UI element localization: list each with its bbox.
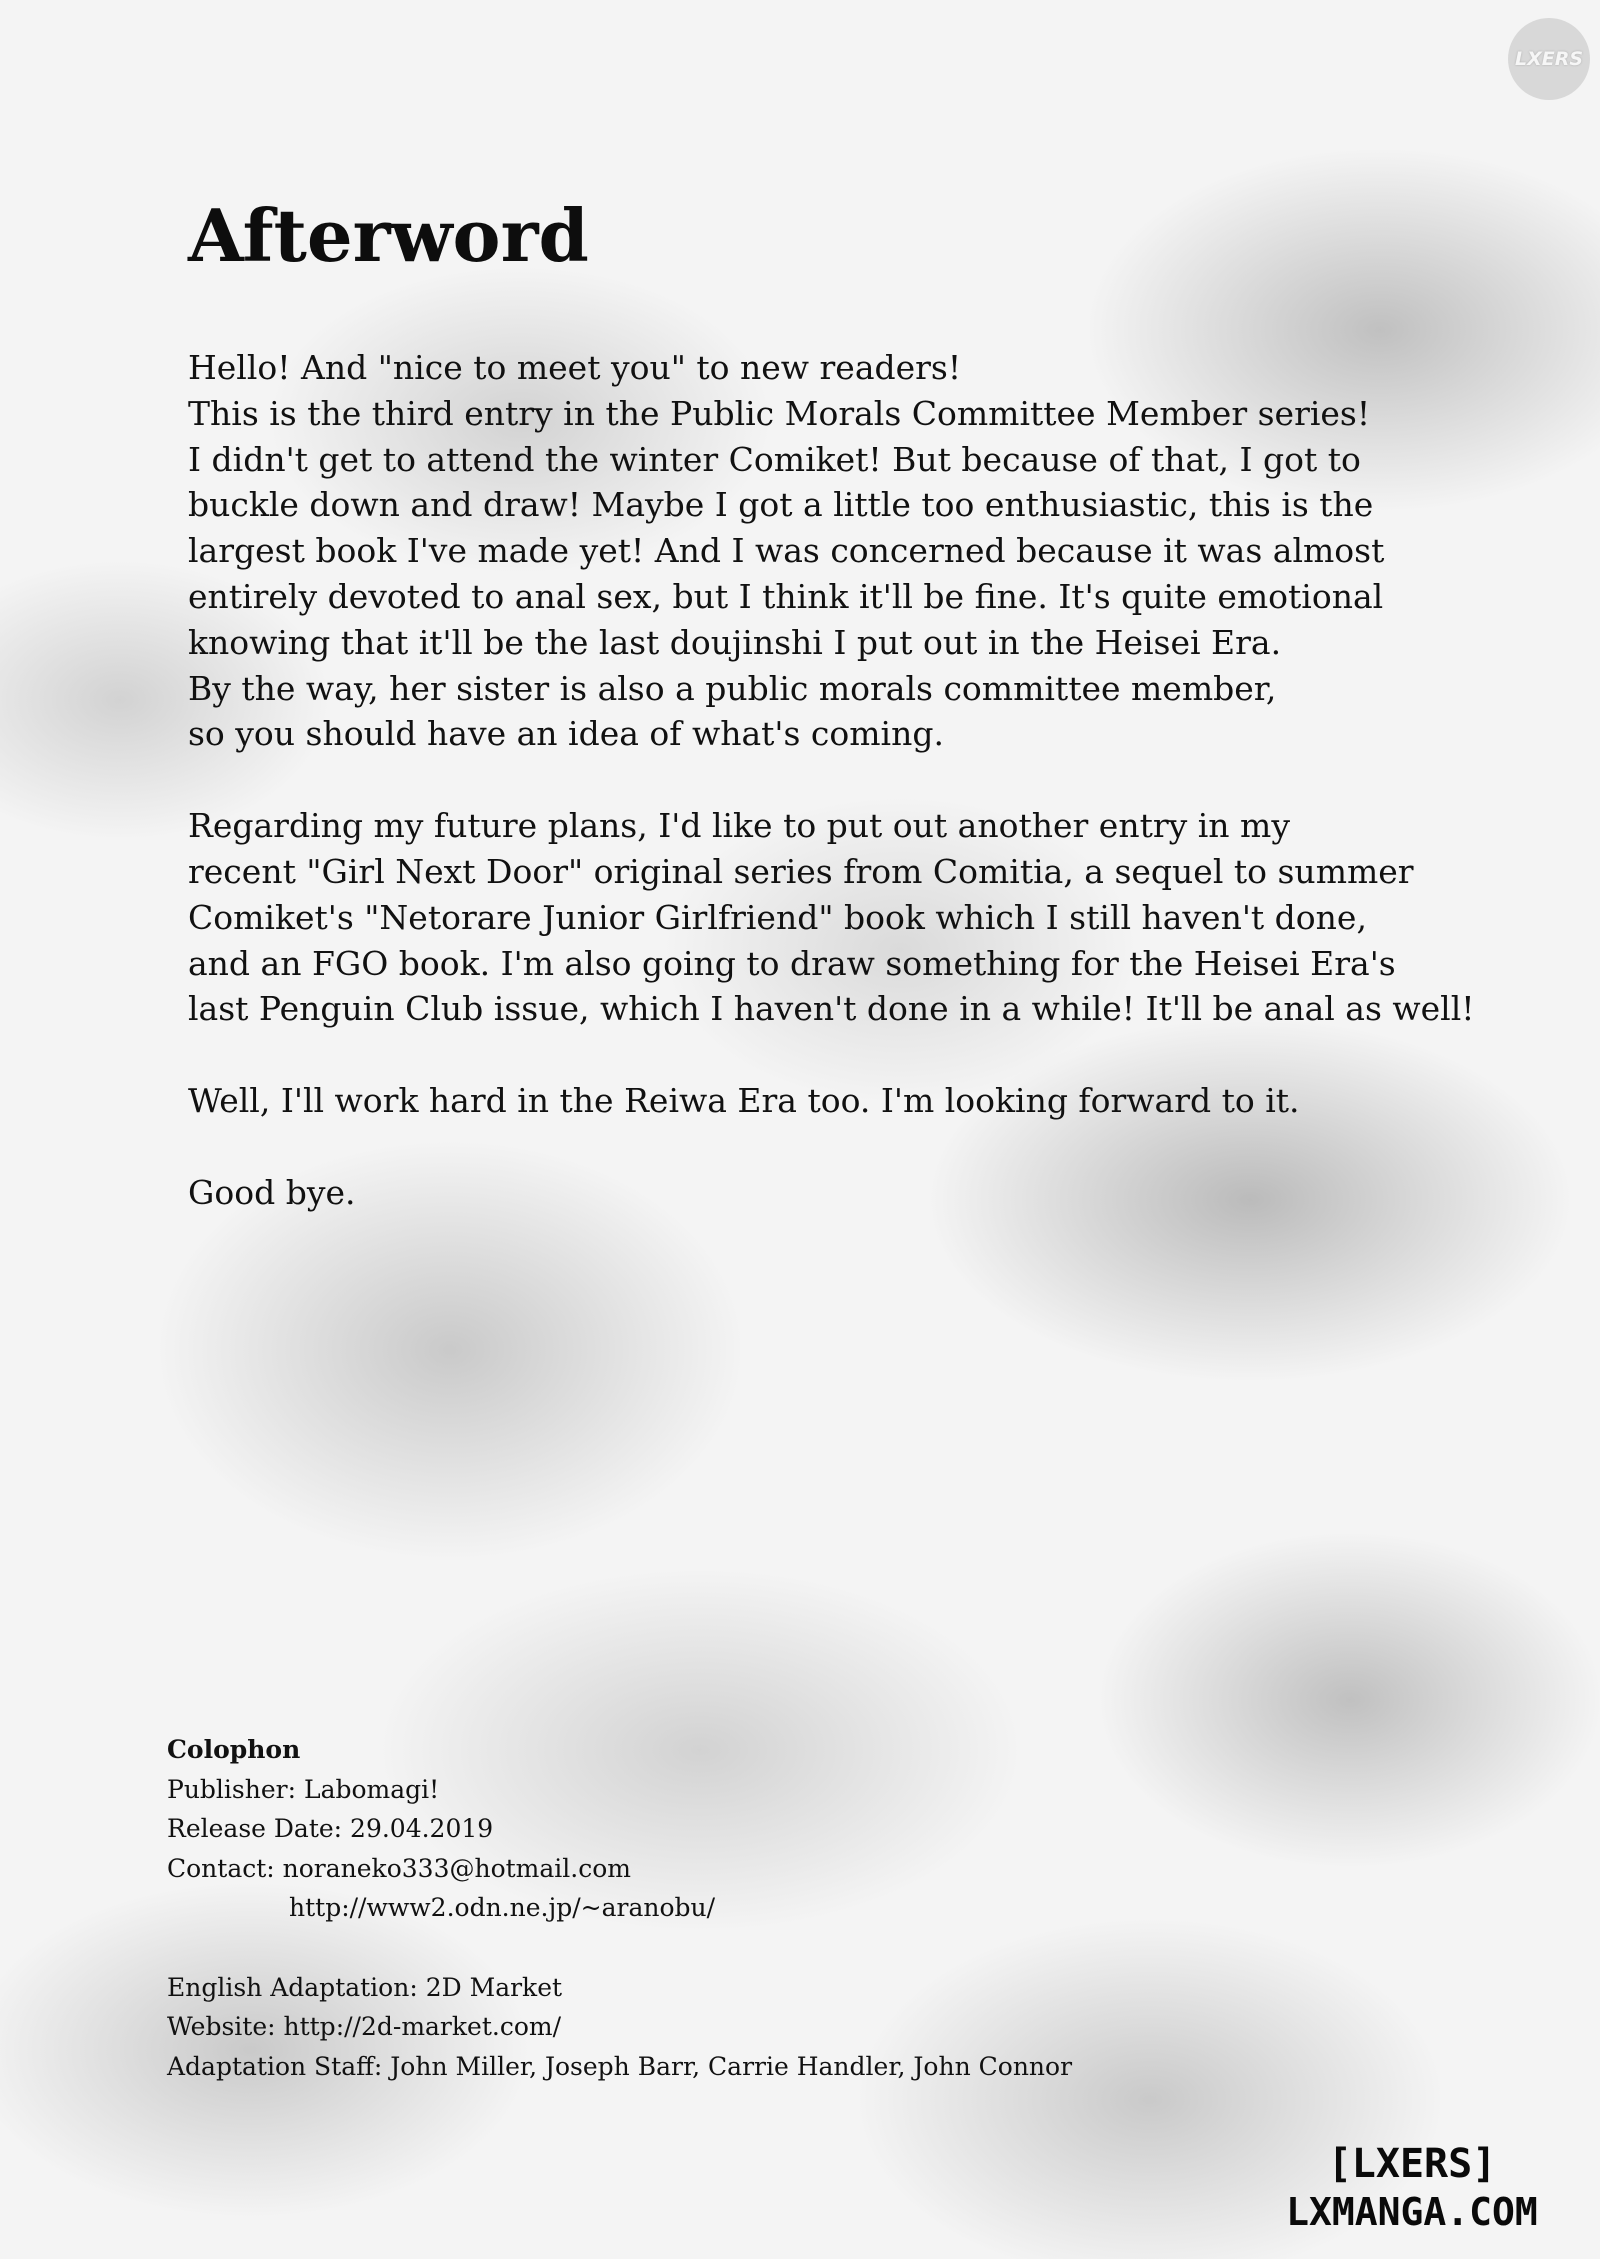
text-line: entirely devoted to anal sex, but I think it'll be fine. It's quite emotional xyxy=(188,576,1384,616)
watermark-line2: LXMANGA.COM xyxy=(1286,2190,1538,2234)
paragraph-reiwa xyxy=(188,1078,1568,1124)
text-line: largest book I've made yet! And I was concerned because it was almost xyxy=(188,531,1385,571)
colophon-publisher: Publisher: Labomagi! xyxy=(167,1774,440,1804)
site-watermark xyxy=(1272,2140,1552,2236)
text-line: last Penguin Club issue, which I haven't done in a while! It'll be anal as well! xyxy=(188,989,1475,1029)
paragraph-future-plans xyxy=(188,803,1568,1032)
text-line: knowing that it'll be the last doujinshi I put out in the Heisei Era. xyxy=(188,622,1282,662)
paragraph-intro xyxy=(188,345,1568,757)
text-line: so you should have an idea of what's coming. xyxy=(188,714,944,754)
text-line: buckle down and draw! Maybe I got a little too enthusiastic, this is the xyxy=(188,485,1374,525)
colophon-spacer xyxy=(167,1928,1367,1968)
text-line: By the way, her sister is also a public morals committee member, xyxy=(188,668,1277,708)
text-line: Comiket's "Netorare Junior Girlfriend" book which I still haven't done, xyxy=(188,897,1367,937)
text-line: recent "Girl Next Door" original series from Comitia, a sequel to summer xyxy=(188,851,1414,891)
page-title: Afterword xyxy=(188,193,589,278)
text-line: and an FGO book. I'm also going to draw something for the Heisei Era's xyxy=(188,943,1396,983)
colophon-heading: Colophon xyxy=(167,1735,301,1764)
text-line: Good bye. xyxy=(188,1172,356,1212)
colophon-adaptation: English Adaptation: 2D Market xyxy=(167,1972,563,2002)
watermark-line1: [LXERS] xyxy=(1327,2141,1497,2187)
colophon-release-date: Release Date: 29.04.2019 xyxy=(167,1814,494,1843)
paragraph-goodbye xyxy=(188,1170,1568,1216)
text-line: Hello! And "nice to meet you" to new readers! xyxy=(188,348,962,387)
lxers-logo xyxy=(1508,18,1590,100)
colophon-contact-url: http://www2.odn.ne.jp/~aranobu/ xyxy=(289,1893,716,1922)
lxers-logo-text: LXERS xyxy=(1514,48,1584,70)
text-line: I didn't get to attend the winter Comiket! But because of that, I got to xyxy=(188,439,1361,479)
colophon-website: Website: http://2d-market.com/ xyxy=(167,2012,561,2041)
colophon xyxy=(167,1730,1367,2086)
text-line: Well, I'll work hard in the Reiwa Era too. I'm looking forward to it. xyxy=(188,1081,1300,1121)
colophon-contact: Contact: noraneko333@hotmail.com xyxy=(167,1853,631,1883)
text-line: Regarding my future plans, I'd like to put out another entry in my xyxy=(188,806,1290,846)
colophon-staff: Adaptation Staff: John Miller, Joseph Barr, Carrie Handler, John Connor xyxy=(167,2051,1073,2081)
text-line: This is the third entry in the Public Morals Committee Member series! xyxy=(188,393,1371,433)
afterword-body xyxy=(188,345,1568,1262)
